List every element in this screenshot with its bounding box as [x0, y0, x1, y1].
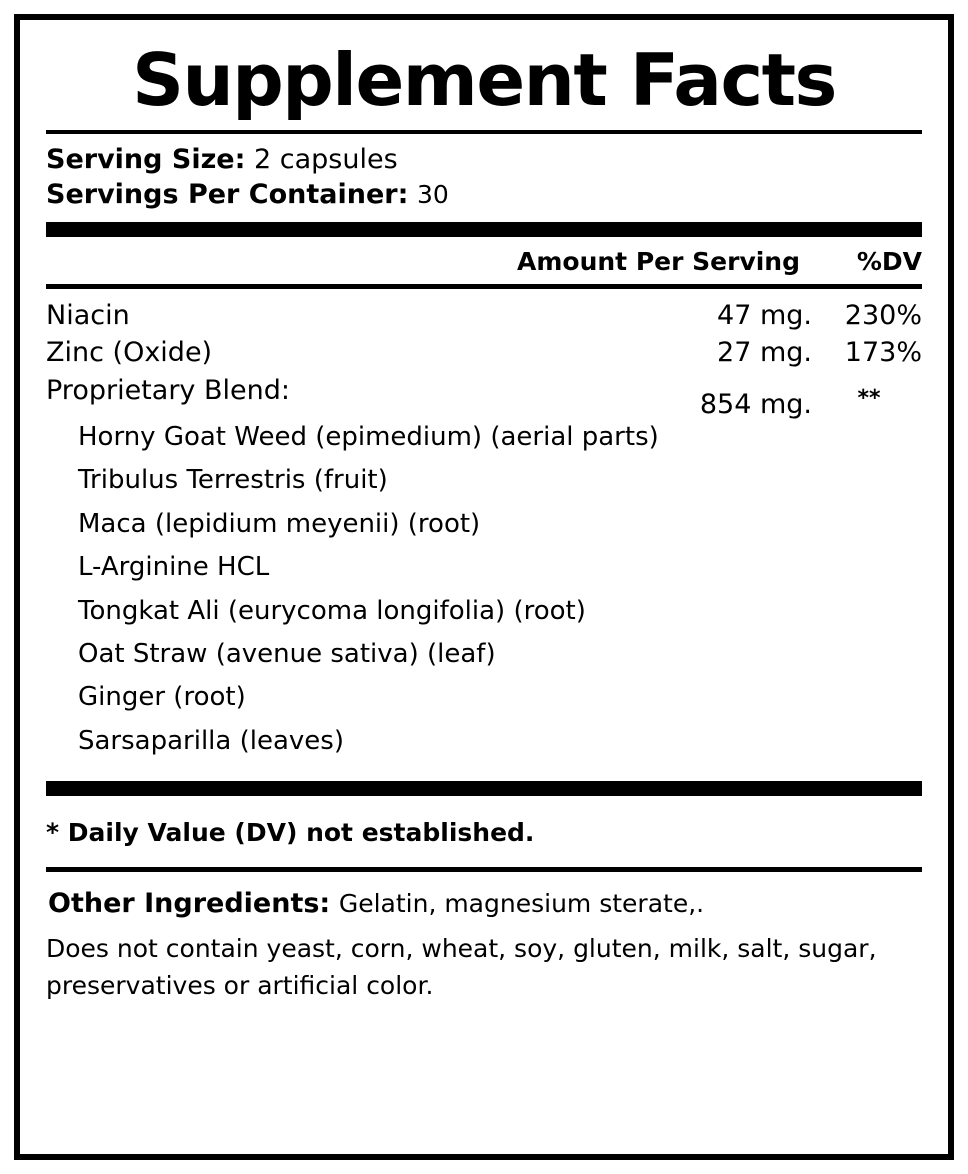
divider-thick-bottom [46, 781, 922, 796]
percent-dv-header: %DV [856, 247, 922, 277]
divider-thick-top [46, 222, 922, 237]
servings-per-container-value: 30 [416, 180, 449, 210]
list-item: Maca (lepidium meyenii) (root) [78, 508, 481, 539]
list-item: Horny Goat Weed (epimedium) (aerial parts) [78, 422, 659, 453]
list-item: Tribulus Terrestris (fruit) [78, 465, 388, 496]
list-item: L-Arginine HCL [78, 552, 270, 583]
supplement-facts-panel [14, 14, 954, 1160]
nutrient-dv: 173% [844, 337, 922, 369]
other-ingredients-label: Other Ingredients: [48, 888, 331, 920]
other-ingredients-line [46, 872, 922, 925]
nutrient-dv: 230% [844, 300, 922, 332]
table-row-proprietary-blend [46, 372, 922, 420]
table-row [46, 297, 922, 334]
nutrient-name: Zinc (Oxide) [46, 337, 213, 369]
serving-size-line [46, 142, 922, 177]
list-item: Tongkat Ali (eurycoma longifolia) (root) [78, 595, 586, 626]
amount-per-serving-header: Amount Per Serving [517, 247, 800, 277]
nutrient-amount: 27 mg. [717, 337, 812, 369]
column-header-row [46, 237, 922, 284]
list-item: Ginger (root) [78, 682, 246, 713]
allergen-disclaimer: Does not contain yeast, corn, wheat, soy, gluten, milk, salt, sugar, preservatives or artificial color. [46, 934, 877, 1000]
blend-dv: ** [857, 385, 881, 411]
table-row [46, 334, 922, 371]
list-item: Oat Straw (avenue sativa) (leaf) [78, 639, 496, 670]
daily-value-footnote: * Daily Value (DV) not established. [46, 818, 535, 848]
blend-amount: 854 mg. [699, 388, 812, 420]
other-ingredients-value: Gelatin, magnesium sterate,. [338, 889, 705, 919]
serving-size-label: Serving Size: [46, 144, 246, 175]
list-item: Sarsaparilla (leaves) [78, 725, 344, 756]
blend-name: Proprietary Blend: [46, 374, 290, 406]
serving-size-value: 2 capsules [254, 144, 398, 175]
nutrient-amount: 47 mg. [717, 300, 812, 332]
nutrient-name: Niacin [46, 300, 130, 332]
servings-per-container-line [46, 177, 922, 212]
servings-per-container-label: Servings Per Container: [46, 179, 409, 211]
page-title: Supplement Facts [132, 38, 836, 122]
